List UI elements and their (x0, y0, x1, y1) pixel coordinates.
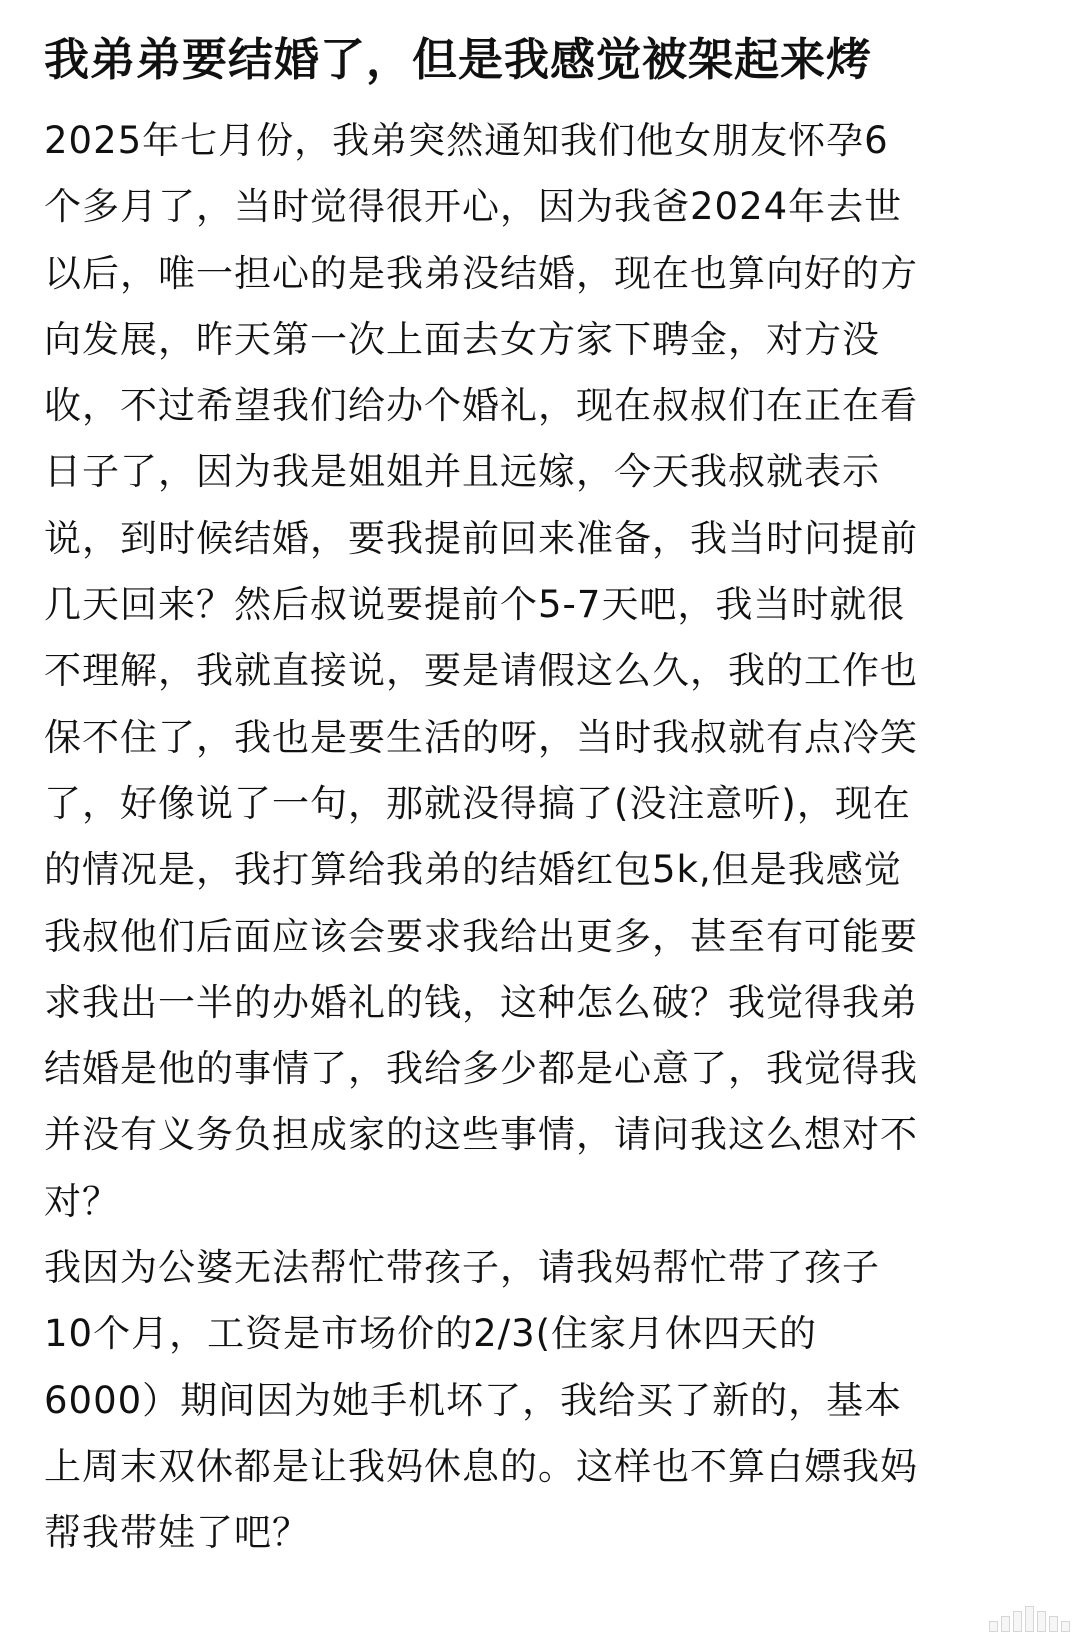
text-line: 向发展，昨天第一次上面去女方家下聘金，对方没 (44, 317, 880, 361)
text-line: 说，到时候结婚，要我提前回来准备，我当时问提前 (44, 516, 918, 560)
post-paragraph (44, 108, 1010, 1235)
watermark-logo (989, 1606, 1070, 1632)
post-body (44, 108, 1010, 1567)
text-line: 了，好像说了一句，那就没得搞了(没注意听)，现在 (44, 781, 911, 825)
post-paragraph (44, 1235, 1010, 1566)
text-line: 不理解，我就直接说，要是请假这么久，我的工作也 (44, 649, 918, 693)
text-line: 帮我带娃了吧？ (44, 1511, 310, 1555)
text-line: 并没有义务负担成家的这些事情，请问我这么想对不 (44, 1113, 918, 1157)
text-line: 对？ (44, 1179, 120, 1223)
text-line: 6000）期间因为她手机坏了，我给买了新的，基本 (44, 1378, 903, 1422)
text-line: 收，不过希望我们给办个婚礼，现在叔叔们在正在看 (44, 384, 918, 428)
text-line: 结婚是他的事情了，我给多少都是心意了，我觉得我 (44, 1047, 918, 1091)
post-title: 我弟弟要结婚了，但是我感觉被架起来烤 (44, 33, 873, 86)
text-line: 求我出一半的办婚礼的钱，这种怎么破？我觉得我弟 (44, 980, 918, 1024)
text-line: 我叔他们后面应该会要求我给出更多，甚至有可能要 (44, 914, 918, 958)
text-line: 2025年七月份，我弟突然通知我们他女朋友怀孕6 (44, 119, 889, 162)
text-line: 的情况是，我打算给我弟的结婚红包5k,但是我感觉 (44, 848, 902, 892)
text-line: 我因为公婆无法帮忙带孩子，请我妈帮忙带了孩子 (44, 1246, 880, 1290)
text-line: 几天回来？然后叔说要提前个5-7天吧，我当时就很 (44, 583, 906, 627)
text-line: 以后，唯一担心的是我弟没结婚，现在也算向好的方 (44, 251, 918, 295)
text-line: 保不住了，我也是要生活的呀，当时我叔就有点冷笑 (44, 715, 918, 759)
text-line: 上周末双休都是让我妈休息的。这样也不算白嫖我妈 (44, 1444, 918, 1488)
text-line: 日子了，因为我是姐姐并且远嫁，今天我叔就表示 (44, 450, 880, 494)
text-line: 个多月了，当时觉得很开心，因为我爸2024年去世 (44, 185, 903, 229)
text-line: 10个月，工资是市场价的2/3(住家月休四天的 (44, 1312, 818, 1356)
